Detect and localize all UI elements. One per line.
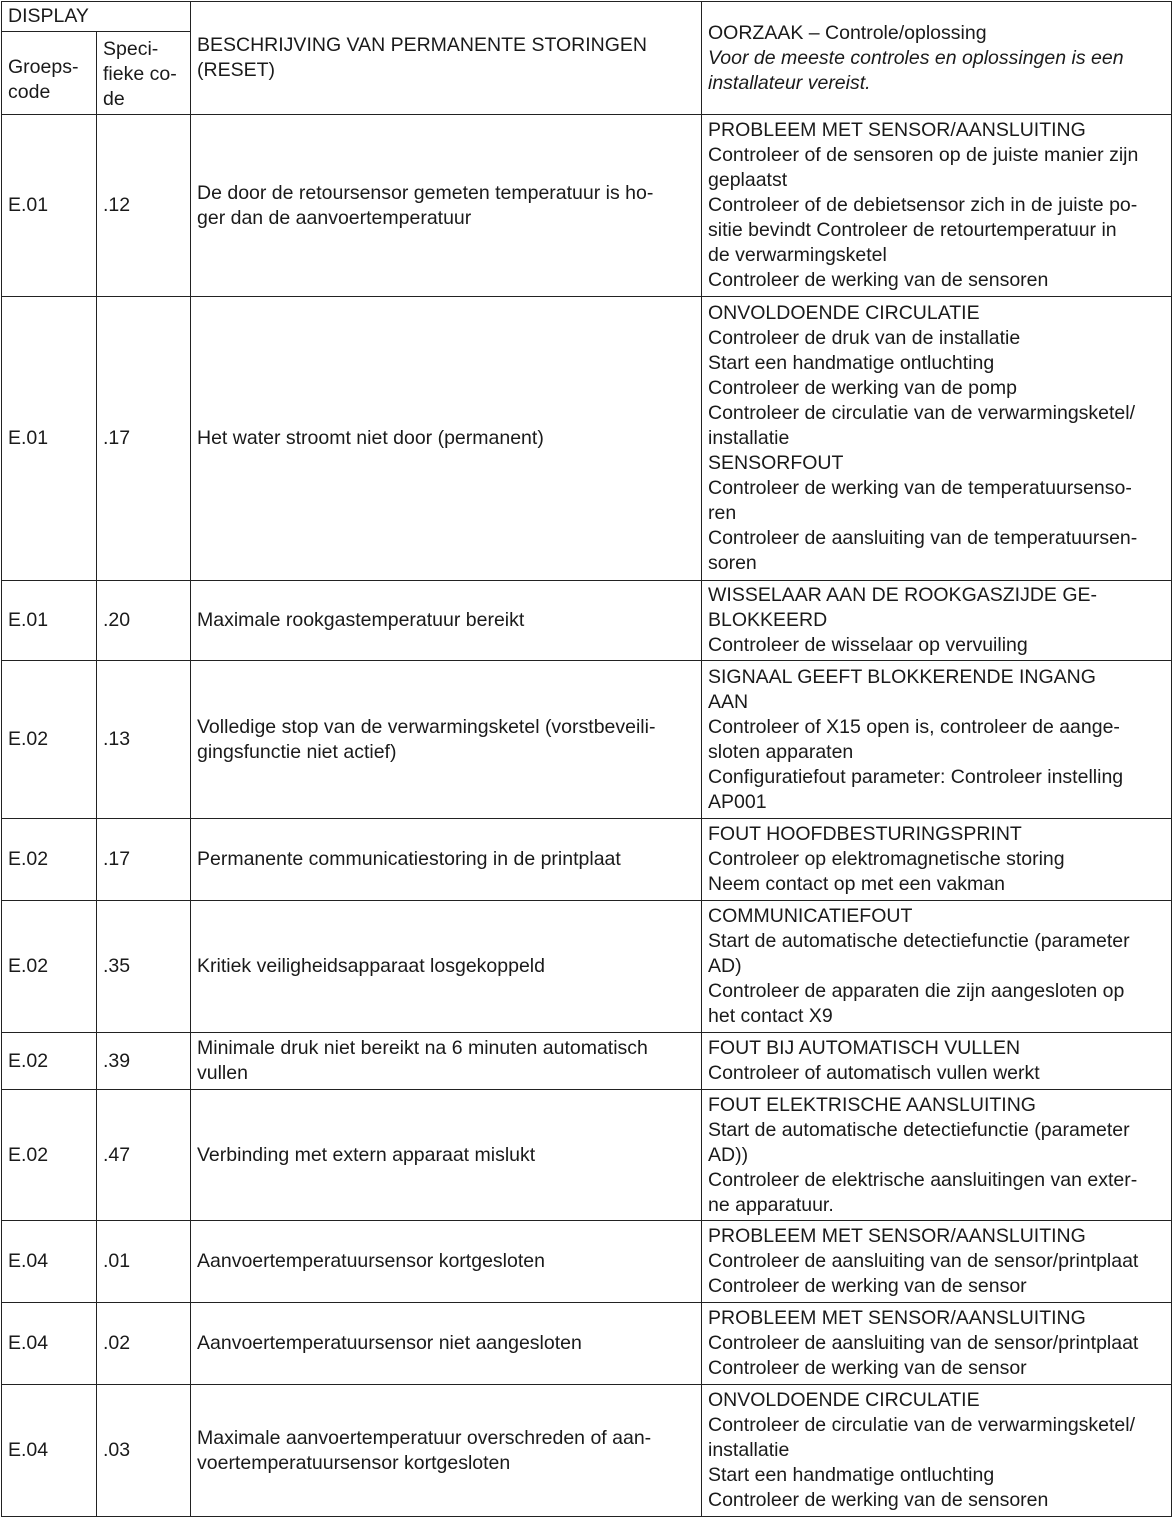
cause-header-note: Voor de meeste controles en oplossingen is een installateur vereist. xyxy=(708,46,1124,94)
group-code-cell: E.02 xyxy=(2,661,97,819)
table-body xyxy=(2,2,1172,1517)
cause-line: Controleer de wisselaar op vervuiling xyxy=(708,634,1028,656)
cause-line: Controleer de werking van de pomp xyxy=(708,377,1017,399)
cause-line: Controleer of automatisch vullen werkt xyxy=(708,1062,1040,1084)
cause-header xyxy=(702,2,1172,115)
group-code-cell: E.04 xyxy=(2,1385,97,1517)
group-code-cell: E.01 xyxy=(2,581,97,661)
cause-line: PROBLEEM MET SENSOR/AANSLUITING xyxy=(708,1225,1086,1247)
cause-line: WISSELAAR AAN DE ROOKGASZIJDE GE- xyxy=(708,584,1098,606)
cause-line: Controleer of de debietsensor zich in de juiste po- xyxy=(708,194,1138,216)
cause-line: Controleer de circulatie van de verwarmingsketel/ xyxy=(708,402,1136,424)
cause-line: Controleer de aansluiting van de sensor/printplaat xyxy=(708,1250,1139,1272)
cause-line: FOUT ELEKTRISCHE AANSLUITING xyxy=(708,1093,1036,1116)
cause-line: FOUT BIJ AUTOMATISCH VULLEN xyxy=(708,1037,1021,1059)
specific-code-cell: .01 xyxy=(97,1221,191,1303)
cause-line: het contact X9 xyxy=(708,1005,833,1027)
cause-line: AAN xyxy=(708,690,749,713)
description-cell: Minimale druk niet bereikt na 6 minuten automatisch vullen xyxy=(191,1033,702,1090)
specific-code-cell: .12 xyxy=(97,115,191,297)
group-code-cell: E.04 xyxy=(2,1303,97,1385)
table-row xyxy=(2,1090,1172,1221)
description-cell: Maximale aanvoertemperatuur overschreden of aan- voertemperatuursensor kortgesloten xyxy=(191,1385,702,1517)
description-cell: Het water stroomt niet door (permanent) xyxy=(191,297,702,581)
cause-line: installatie xyxy=(708,427,790,449)
group-code-cell: E.01 xyxy=(2,297,97,581)
cause-line: Controleer de werking van de sensoren xyxy=(708,1489,1049,1511)
cause-line: de verwarmingsketel xyxy=(708,244,887,266)
group-code-cell: E.02 xyxy=(2,1090,97,1221)
cause-cell xyxy=(702,581,1172,661)
group-code-cell: E.02 xyxy=(2,819,97,901)
cause-line: Controleer de werking van de sensor xyxy=(708,1357,1027,1379)
cause-line: PROBLEEM MET SENSOR/AANSLUITING xyxy=(708,1307,1086,1329)
specific-code-cell: .35 xyxy=(97,901,191,1033)
cause-line: ONVOLDOENDE CIRCULATIE xyxy=(708,302,980,324)
specific-code-cell: .17 xyxy=(97,819,191,901)
cause-line: Controleer of de sensoren op de juiste manier zijn xyxy=(708,144,1139,166)
group-code-header: Groeps- code xyxy=(2,32,97,115)
cause-line: ren xyxy=(708,502,737,524)
cause-line: AD) xyxy=(708,955,742,977)
cause-line: Controleer de werking van de sensor xyxy=(708,1275,1027,1297)
cause-cell xyxy=(702,819,1172,901)
cause-header-title: OORZAAK – Controle/oplossing xyxy=(708,21,987,44)
cause-line: Configuratiefout parameter: Controleer instelling xyxy=(708,765,1124,788)
cause-line: Controleer de elektrische aansluitingen van exter- xyxy=(708,1168,1138,1191)
specific-code-cell: .39 xyxy=(97,1033,191,1090)
cause-line: SENSORFOUT xyxy=(708,452,844,474)
group-code-cell: E.02 xyxy=(2,901,97,1033)
cause-line: FOUT HOOFDBESTURINGSPRINT xyxy=(708,823,1022,845)
table-row xyxy=(2,297,1172,581)
table-row xyxy=(2,1033,1172,1090)
description-cell: Aanvoertemperatuursensor kortgesloten xyxy=(191,1221,702,1303)
table-row xyxy=(2,1303,1172,1385)
cause-cell xyxy=(702,1303,1172,1385)
cause-line: sloten apparaten xyxy=(708,740,854,763)
cause-line: AP001 xyxy=(708,790,767,813)
cause-line: Controleer op elektromagnetische storing xyxy=(708,848,1065,870)
description-header: BESCHRIJVING VAN PERMANENTE STORINGEN (RESET) xyxy=(191,2,702,115)
display-header: DISPLAY xyxy=(2,2,191,32)
cause-cell xyxy=(702,661,1172,819)
table-row xyxy=(2,1385,1172,1517)
cause-line: ne apparatuur. xyxy=(708,1193,834,1216)
table-row xyxy=(2,819,1172,901)
cause-line: Controleer de werking van de temperatuursenso- xyxy=(708,477,1132,499)
cause-cell xyxy=(702,901,1172,1033)
table-row xyxy=(2,1221,1172,1303)
cause-line: SIGNAAL GEEFT BLOKKERENDE INGANG xyxy=(708,665,1096,688)
description-cell: Volledige stop van de verwarmingsketel (vorstbeveili- gingsfunctie niet actief) xyxy=(191,661,702,819)
table-row xyxy=(2,661,1172,819)
cause-cell xyxy=(702,1385,1172,1517)
cause-line: installatie xyxy=(708,1439,790,1461)
cause-line: Controleer de werking van de sensoren xyxy=(708,269,1049,291)
cause-line: Controleer de druk van de installatie xyxy=(708,327,1021,349)
cause-line: Start de automatische detectiefunctie (parameter xyxy=(708,1118,1130,1141)
cause-line: ONVOLDOENDE CIRCULATIE xyxy=(708,1389,980,1411)
group-code-cell: E.02 xyxy=(2,1033,97,1090)
cause-line: Controleer de aansluiting van de sensor/printplaat xyxy=(708,1332,1139,1354)
description-cell: Verbinding met extern apparaat mislukt xyxy=(191,1090,702,1221)
cause-cell xyxy=(702,1221,1172,1303)
cause-line: Start de automatische detectiefunctie (parameter xyxy=(708,930,1130,952)
description-cell: Maximale rookgastemperatuur bereikt xyxy=(191,581,702,661)
specific-code-cell: .02 xyxy=(97,1303,191,1385)
table-row xyxy=(2,581,1172,661)
table-row xyxy=(2,901,1172,1033)
cause-line: BLOKKEERD xyxy=(708,609,828,631)
specific-code-header: Speci- fieke co- de xyxy=(97,32,191,115)
cause-line: Controleer de aansluiting van de temperatuursen- xyxy=(708,527,1138,549)
cause-line: Controleer de apparaten die zijn aangesloten op xyxy=(708,980,1125,1002)
cause-line: geplaatst xyxy=(708,169,788,191)
specific-code-cell: .47 xyxy=(97,1090,191,1221)
cause-line: soren xyxy=(708,552,757,574)
cause-cell xyxy=(702,115,1172,297)
cause-line: AD)) xyxy=(708,1143,749,1166)
header-row-top xyxy=(2,2,1172,32)
specific-code-cell: .13 xyxy=(97,661,191,819)
description-cell: Aanvoertemperatuursensor niet aangesloten xyxy=(191,1303,702,1385)
cause-line: Start een handmatige ontluchting xyxy=(708,1464,995,1486)
cause-cell xyxy=(702,1090,1172,1221)
cause-line: Controleer de circulatie van de verwarmingsketel/ xyxy=(708,1414,1136,1436)
cause-line: Controleer of X15 open is, controleer de aange- xyxy=(708,715,1120,738)
group-code-cell: E.04 xyxy=(2,1221,97,1303)
cause-line: COMMUNICATIEFOUT xyxy=(708,905,913,927)
description-cell: Kritiek veiligheidsapparaat losgekoppeld xyxy=(191,901,702,1033)
description-cell: Permanente communicatiestoring in de printplaat xyxy=(191,819,702,901)
description-cell: De door de retoursensor gemeten temperatuur is ho- ger dan de aanvoertemperatuur xyxy=(191,115,702,297)
cause-cell xyxy=(702,1033,1172,1090)
cause-line: Neem contact op met een vakman xyxy=(708,873,1005,895)
cause-line: sitie bevindt Controleer de retourtemperatuur in xyxy=(708,219,1117,241)
specific-code-cell: .03 xyxy=(97,1385,191,1517)
fault-code-table xyxy=(1,1,1172,1517)
specific-code-cell: .20 xyxy=(97,581,191,661)
cause-line: PROBLEEM MET SENSOR/AANSLUITING xyxy=(708,119,1086,141)
group-code-cell: E.01 xyxy=(2,115,97,297)
cause-line: Start een handmatige ontluchting xyxy=(708,352,995,374)
specific-code-cell: .17 xyxy=(97,297,191,581)
cause-cell xyxy=(702,297,1172,581)
table-row xyxy=(2,115,1172,297)
